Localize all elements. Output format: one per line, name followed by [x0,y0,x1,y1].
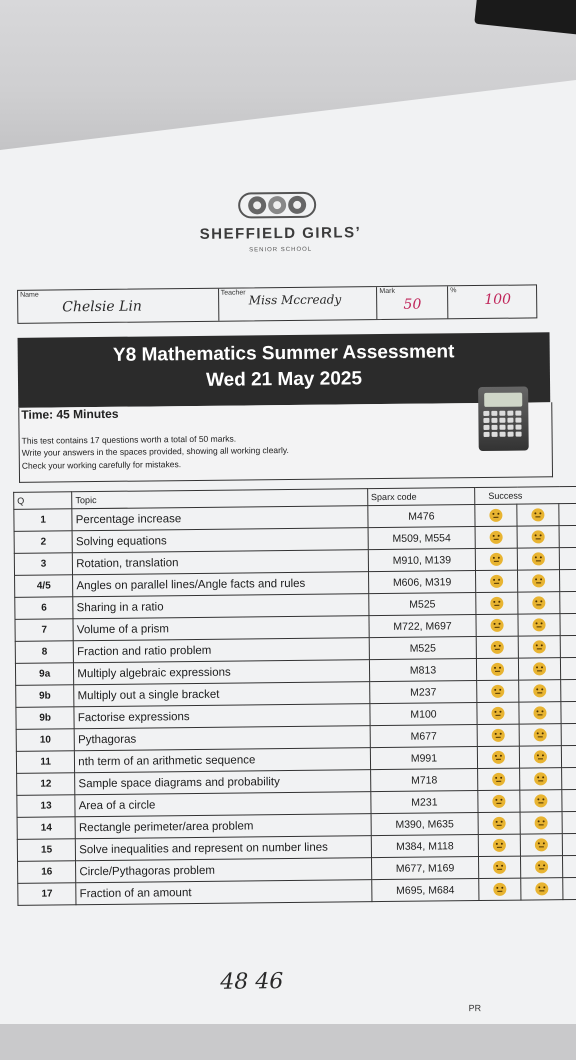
row-topic: Multiply algebraic expressions [74,660,370,685]
row-sparx-code: M100 [370,703,478,726]
row-sparx-code: M390, M635 [371,813,479,836]
success-face-3-cell[interactable] [559,569,576,591]
success-face-1-cell[interactable] [475,504,517,526]
success-face-1-cell[interactable] [477,702,519,724]
smiley-face-icon[interactable] [493,861,506,874]
row-topic: Solve inequalities and represent on number lines [76,836,372,861]
row-q: 7 [15,619,74,642]
row-topic: Percentage increase [72,506,368,531]
assessment-date: Wed 21 May 2025 [205,368,363,391]
smiley-face-icon[interactable] [533,662,546,675]
smiley-face-icon[interactable] [493,817,506,830]
footer-scribble: 48 46 [220,969,284,995]
success-face-2-cell[interactable] [520,834,562,856]
smiley-face-icon[interactable] [492,773,505,786]
success-face-2-cell[interactable] [518,592,560,614]
row-sparx-code: M677 [370,725,478,748]
row-topic: Solving equations [72,528,368,553]
smiley-face-icon[interactable] [493,839,506,852]
smiley-face-icon[interactable] [490,575,503,588]
success-face-2-cell[interactable] [517,504,559,526]
success-face-3-cell[interactable] [559,547,576,569]
name-cell[interactable] [18,289,219,323]
row-q: 9b [16,707,75,730]
percent-label: % [450,287,457,295]
row-sparx-code: M718 [370,769,478,792]
row-topic: Fraction of an amount [76,880,372,905]
success-face-3-cell[interactable] [560,657,576,679]
row-topic: Circle/Pythagoras problem [76,858,372,883]
row-sparx-code: M695, M684 [372,879,480,902]
smiley-face-icon[interactable] [491,663,504,676]
row-topic: Volume of a prism [73,616,369,641]
success-face-3-cell[interactable] [561,723,576,745]
success-face-1-cell[interactable] [479,856,521,878]
success-face-2-cell[interactable] [520,768,562,790]
row-sparx-code: M677, M169 [371,857,479,880]
assessment-title: Y8 Mathematics Summer Assessment [112,341,455,366]
row-sparx-code: M231 [371,791,479,814]
success-face-3-cell[interactable] [560,591,576,613]
calculator-icon [478,386,529,451]
success-face-3-cell[interactable] [562,811,576,833]
row-topic: nth term of an arithmetic sequence [75,748,371,773]
smiley-face-icon[interactable] [534,772,547,785]
smiley-face-icon[interactable] [490,531,503,544]
success-face-1-cell[interactable] [476,592,518,614]
success-face-3-cell[interactable] [562,767,576,789]
success-face-3-cell[interactable] [562,833,576,855]
row-sparx-code: M384, M118 [371,835,479,858]
row-q: 9b [16,685,75,708]
row-q: 8 [15,641,74,664]
row-topic: Pythagoras [74,726,370,751]
school-subtitle: SENIOR SCHOOL [249,246,313,254]
success-face-1-cell[interactable] [478,746,520,768]
row-topic: Area of a circle [75,792,371,817]
success-face-2-cell[interactable] [521,878,563,900]
success-face-2-cell[interactable] [521,856,563,878]
mark-cell[interactable] [377,286,448,319]
success-face-3-cell[interactable] [562,855,576,877]
row-topic: Rotation, translation [73,550,369,575]
row-topic: Sample space diagrams and probability [75,770,371,795]
success-face-2-cell[interactable] [519,702,561,724]
instruction-line-3: Check your working carefully for mistakes. [21,459,182,471]
mark-label: Mark [379,287,395,296]
smiley-face-icon[interactable] [535,838,548,851]
row-sparx-code: M606, M319 [368,571,476,594]
success-face-3-cell[interactable] [561,679,576,701]
row-q: 12 [17,773,76,796]
success-face-3-cell[interactable] [559,525,576,547]
row-topic: Rectangle perimeter/area problem [75,814,371,839]
student-info-box [17,284,537,323]
row-sparx-code: M910, M139 [368,549,476,572]
success-face-2-cell[interactable] [519,680,561,702]
success-face-1-cell[interactable] [475,548,517,570]
smiley-face-icon[interactable] [532,530,545,543]
smiley-face-icon[interactable] [492,707,505,720]
row-topic: Factorise expressions [74,704,370,729]
row-q: 3 [14,553,73,576]
smiley-face-icon[interactable] [490,553,503,566]
percent-value: 100 [484,291,512,308]
smiley-face-icon[interactable] [533,640,546,653]
row-topic: Fraction and ratio problem [73,638,369,663]
row-sparx-code: M237 [369,681,477,704]
success-face-3-cell[interactable] [559,503,576,525]
success-face-3-cell[interactable] [560,635,576,657]
smiley-face-icon[interactable] [533,618,546,631]
success-face-1-cell[interactable] [477,658,519,680]
teacher-value: Miss Mccready [248,292,342,308]
row-q: 6 [15,597,74,620]
success-face-1-cell[interactable] [475,526,517,548]
smiley-face-icon[interactable] [490,597,503,610]
success-face-2-cell[interactable] [518,570,560,592]
success-face-1-cell[interactable] [478,790,520,812]
row-q: 15 [17,839,76,862]
success-face-3-cell[interactable] [560,613,576,635]
smiley-face-icon[interactable] [533,706,546,719]
header-code: Sparx code [367,488,475,506]
success-face-1-cell[interactable] [478,834,520,856]
success-face-3-cell[interactable] [563,877,576,899]
smiley-face-icon[interactable] [491,641,504,654]
teacher-cell[interactable] [219,287,378,321]
school-logo [237,187,317,222]
row-q: 9a [15,663,74,686]
success-face-1-cell[interactable] [478,812,520,834]
smiley-face-icon[interactable] [535,882,548,895]
row-q: 2 [14,531,73,554]
instruction-line-2: Write your answers in the spaces provided, showing all working clearly. [21,445,289,458]
row-sparx-code: M991 [370,747,478,770]
smiley-face-icon[interactable] [492,795,505,808]
success-face-2-cell[interactable] [519,746,561,768]
row-q: 16 [18,861,77,884]
row-q: 13 [17,795,76,818]
time-label: Time: 45 Minutes [21,406,119,422]
success-face-1-cell[interactable] [479,878,521,900]
name-value: Chelsie Lin [62,298,142,316]
row-q: 1 [14,509,73,532]
smiley-face-icon[interactable] [532,574,545,587]
success-face-3-cell[interactable] [562,789,576,811]
row-topic: Multiply out a single bracket [74,682,370,707]
success-face-2-cell[interactable] [520,812,562,834]
row-sparx-code: M525 [369,637,477,660]
school-name: SHEFFIELD GIRLS’ [199,224,362,243]
row-q: 10 [16,729,75,752]
smiley-face-icon[interactable] [493,883,506,896]
instruction-line-1: This test contains 17 questions worth a total of 50 marks. [21,433,237,446]
success-face-2-cell[interactable] [518,636,560,658]
row-q: 14 [17,817,76,840]
topics-table [13,486,576,906]
smiley-face-icon[interactable] [491,685,504,698]
header-q: Q [14,492,72,510]
smiley-face-icon[interactable] [535,860,548,873]
success-face-2-cell[interactable] [518,614,560,636]
success-face-2-cell[interactable] [517,548,559,570]
success-face-1-cell[interactable] [476,636,518,658]
smiley-face-icon[interactable] [534,750,547,763]
success-face-2-cell[interactable] [520,790,562,812]
row-q: 17 [18,883,77,906]
success-face-1-cell[interactable] [478,768,520,790]
row-q: 11 [16,751,75,774]
smiley-face-icon[interactable] [492,751,505,764]
row-q: 4/5 [15,575,74,598]
success-face-2-cell[interactable] [519,724,561,746]
teacher-label: Teacher [220,289,246,297]
mark-value: 50 [403,296,422,313]
row-sparx-code: M509, M554 [368,527,476,550]
smiley-face-icon[interactable] [535,816,548,829]
percent-cell[interactable] [448,285,536,318]
success-face-3-cell[interactable] [561,745,576,767]
smiley-face-icon[interactable] [534,728,547,741]
smiley-face-icon[interactable] [492,729,505,742]
smiley-face-icon[interactable] [489,509,502,522]
success-face-1-cell[interactable] [476,570,518,592]
corner-mark: PR [468,1003,482,1014]
smiley-face-icon[interactable] [491,619,504,632]
smiley-face-icon[interactable] [534,794,547,807]
row-sparx-code: M722, M697 [369,615,477,638]
title-banner [18,332,551,408]
row-topic: Sharing in a ratio [73,594,369,619]
success-face-2-cell[interactable] [517,526,559,548]
success-face-1-cell[interactable] [477,680,519,702]
success-face-1-cell[interactable] [477,724,519,746]
name-label: Name [20,291,39,299]
success-face-3-cell[interactable] [561,701,576,723]
header-topic: Topic [72,489,368,509]
smiley-face-icon[interactable] [532,596,545,609]
row-sparx-code: M813 [369,659,477,682]
row-sparx-code: M525 [369,593,477,616]
row-topic: Angles on parallel lines/Angle facts and rules [73,572,369,597]
header-success: Success [475,486,576,504]
row-sparx-code: M476 [368,505,476,528]
smiley-face-icon[interactable] [531,508,544,521]
success-face-2-cell[interactable] [518,658,560,680]
instructions-box [18,402,553,483]
smiley-face-icon[interactable] [532,552,545,565]
smiley-face-icon[interactable] [533,684,546,697]
success-face-1-cell[interactable] [476,614,518,636]
